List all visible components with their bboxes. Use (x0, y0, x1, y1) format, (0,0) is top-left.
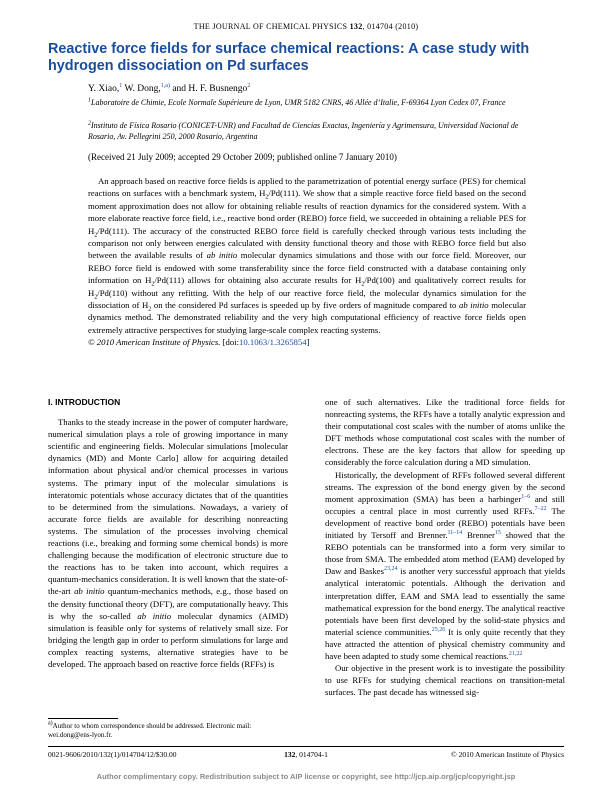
abstract-italic: ab initio (206, 250, 238, 261)
affiliation-2 (88, 121, 528, 142)
abstract-text: /Pd(100) and qualitatively correct results for H (88, 275, 526, 298)
abstract-italic: ab initio (458, 300, 489, 311)
abstract-text: /Pd(111) allows for obtaining also accurate results for H (154, 275, 362, 286)
doi-bracket: ] (306, 337, 310, 348)
footnote-marker: a) (48, 720, 53, 727)
citation-ref[interactable]: 21,22 (508, 651, 523, 658)
citation-ref[interactable]: 7–22 (534, 505, 547, 512)
citation-ref[interactable]: 23,24 (383, 566, 398, 573)
body-text: It is only quite recently that they have attracted the attention of physical chemistry community and have been adapted to study some chemical reactions. (325, 626, 565, 661)
footer-volume: 132 (284, 750, 296, 759)
subscript: 2 (151, 281, 155, 288)
abstract (88, 175, 526, 349)
affiliation-2-marker: 2 (88, 120, 91, 127)
body-italic: ab initio (74, 586, 105, 597)
footer-page: , 014704-1 (295, 750, 328, 759)
body-text: is another very successful approach that yields analytical interatomic potentials. Although the derivation and interpretation differ, EAM and SMA lead to essentially the same mathematical expression for the bond energy. The analytical reactive potentials have been first developed by the solid-state physics and material science communities. (325, 566, 565, 637)
affiliation-1 (88, 98, 528, 109)
footer-copyright: © 2010 American Institute of Physics (451, 750, 564, 759)
body-text: Thanks to the steady increase in the power of computer hardware, numerical simulation plays a role of growing importance in many scientific and engineering fields. Molecular simulations [molecular dynamics (MD) and Monte Carlo] allow for acquiring detailed information about physical and/or chemical processes in various systems. The primary input of the molecular simulations is interatomic potentials whose accuracy dictates that of the quantities to be determined from the simulations. Nowadays, a variety of accurate force fields are available for describing nonreacting systems. The simulation of the processes involving chemical reactions (i.e., breaking and forming some chemical bonds) is more challenging because the modification of electronic structure due to the reactions has to be taken into account, which requires a quantum-mechanics consideration. It is well known that the state-of-the-art (48, 417, 288, 597)
footnote-divider (48, 718, 118, 719)
body-text: molecular dynamics (AIMD) simulation is feasible only for systems of relatively small size. For bridging the length gap in order to perform simulations for large and complex reacting systems, alternative strategies have to be developed. The approach based on reactive force fields (RFFs) is (48, 610, 288, 669)
abstract-text: molecular dynamics simulations and those with our force field. Moreover, our REBO force field is endowed with some transferability since the force field constructed with a database containing only information on H (88, 250, 526, 286)
citation-ref[interactable]: 15 (494, 530, 501, 537)
citation-ref[interactable]: 11–14 (447, 530, 463, 537)
author-dong-affil[interactable]: 1,a) (160, 82, 170, 89)
doi-bracket: [doi: (220, 337, 239, 348)
redistribution-notice: Author complimentary copy. Redistribution subject to AIP license or copyright, see http://jcp.aip.org/jcp/copyright.jsp (96, 772, 516, 781)
body-italic: ab initio (137, 610, 172, 621)
section-heading: I. INTRODUCTION (48, 397, 121, 407)
intro-paragraph-1-cont: one of such alternatives. Like the traditional force fields for nonreacting systems, the RFFs have a totally analytic expression and their computational cost scales with the number of atoms unlike the DFT methods whose computational cost scales with the number of electrons. These are the key factors that allow for speeding up considerably the force calculation during a MD simulation. (325, 397, 565, 468)
author-list (88, 84, 250, 94)
author-dong: W. Dong, (122, 84, 161, 94)
affiliation-1-marker: 1 (88, 97, 91, 104)
author-xiao-affil[interactable]: 1 (119, 82, 123, 89)
footer-issn: 0021-9606/2010/132(1)/014704/12/$30.00 (48, 750, 177, 759)
subscript: 2 (94, 232, 98, 239)
footnote-text: Author to whom correspondence should be addressed. Electronic mail: wei.dong@ens-lyon.fr. (48, 722, 252, 739)
subscript: 2 (361, 281, 365, 288)
abstract-copyright: © 2010 American Institute of Physics. (88, 337, 221, 348)
paper-title: Reactive force fields for surface chemical reactions: A case study with hydrogen dissociation on Pd surfaces (48, 41, 530, 74)
abstract-text: on the considered Pd surfaces is speeded up by five orders of magnitude compared to (151, 300, 459, 311)
footer-divider (48, 746, 564, 747)
affiliation-1-text: Laboratoire de Chimie, Ecole Normale Supérieure de Lyon, UMR 5182 CNRS, 46 Allée d’Italie, F-69364 Lyon Cedex 07, France (91, 98, 506, 107)
author-busnengo: and H. F. Busnengo (169, 84, 248, 94)
affiliation-2-text: Instituto de Física Rosario (CONICET-UNR) and Facultad de Ciencias Exactas, Ingeniería y Agrimensura, Universidad Nacional de Rosario, Av. Pellegrini 250, 2000 Rosario, Argentina (88, 121, 519, 141)
author-busnengo-affil[interactable]: 2 (247, 82, 251, 89)
journal-header (0, 22, 612, 31)
abstract-text: /Pd(110) without any refitting. With the help of our reactive force field, the molecular dynamics simulation for the dissociation of H (88, 287, 526, 311)
abstract-text: /Pd(111). The accuracy of the constructed REBO force field is carefully checked through various tests including the comparison not only between energies calculated with density functional theory and those with REBO force field but also between the available results of (88, 225, 526, 261)
intro-paragraph-3: Our objective in the present work is to investigate the possibility to use RFFs for studying chemical reactions on transition-metal surfaces. The past decade has witnessed sig- (325, 663, 565, 698)
body-text: Brenner (462, 530, 495, 541)
body-text: and still occupies a central place in most currently used RFFs. (325, 493, 565, 516)
abstract-text: /Pd(111). We show that a simple reactive force field based on the second moment approximation does not allow for obtaining reliable results of reaction dynamics for the considered system. With a more elaborate reactive force field, i.e., reactive bond order (REBO) force field, we succeeded in obtaining a reliable PES for H (88, 188, 526, 236)
journal-volume: 132 (349, 22, 363, 31)
journal-name: THE JOURNAL OF CHEMICAL PHYSICS (193, 22, 348, 31)
subscript: 2 (94, 294, 98, 301)
citation-ref[interactable]: 25,26 (431, 626, 446, 633)
doi-link[interactable]: 10.1063/1.3265854 (239, 337, 307, 348)
body-text: quantum-mechanics methods, e.g., those based on the density functional theory (DFT), are computationally heavy. This is why the so-called (48, 586, 289, 621)
subscript: 2 (265, 195, 269, 202)
body-text: The development of reactive bond order (REBO) potentials have been initiated by Tersoff and Brenner. (325, 505, 565, 541)
received-dates: (Received 21 July 2009; accepted 29 October 2009; published online 7 January 2010) (88, 152, 397, 162)
body-text: showed that the REBO potentials can be transformed into a form very similar to those from SMA. The embedded atom method (EAM) developed by Daw and Baskes (325, 530, 565, 577)
body-text: Historically, the development of RFFs followed several different streams. The expression of the bond energy given by the second moment approximation (SMA) has been a harbinger (325, 469, 565, 504)
abstract-text: molecular dynamics method. The demonstrated reliability and the very high computational efficiency of reactive force fields open extremely attractive perspectives for studying large-scale complex reacting systems. (88, 300, 526, 335)
intro-paragraph-1 (48, 416, 288, 670)
column-left (48, 396, 288, 670)
article-info: , 014704 (2010) (362, 22, 419, 31)
column-right (325, 396, 565, 698)
citation-ref[interactable]: 1–6 (521, 493, 531, 500)
footnote (48, 722, 288, 740)
abstract-text: An approach based on reactive force fields is applied to the parametrization of potential energy surface (PES) for chemical reactions on surfaces with a benchmark system, H (88, 176, 526, 199)
author-xiao: Y. Xiao, (88, 84, 120, 94)
abstract-paragraph (88, 175, 526, 349)
subscript: 2 (148, 306, 152, 313)
intro-paragraph-2 (325, 469, 565, 663)
